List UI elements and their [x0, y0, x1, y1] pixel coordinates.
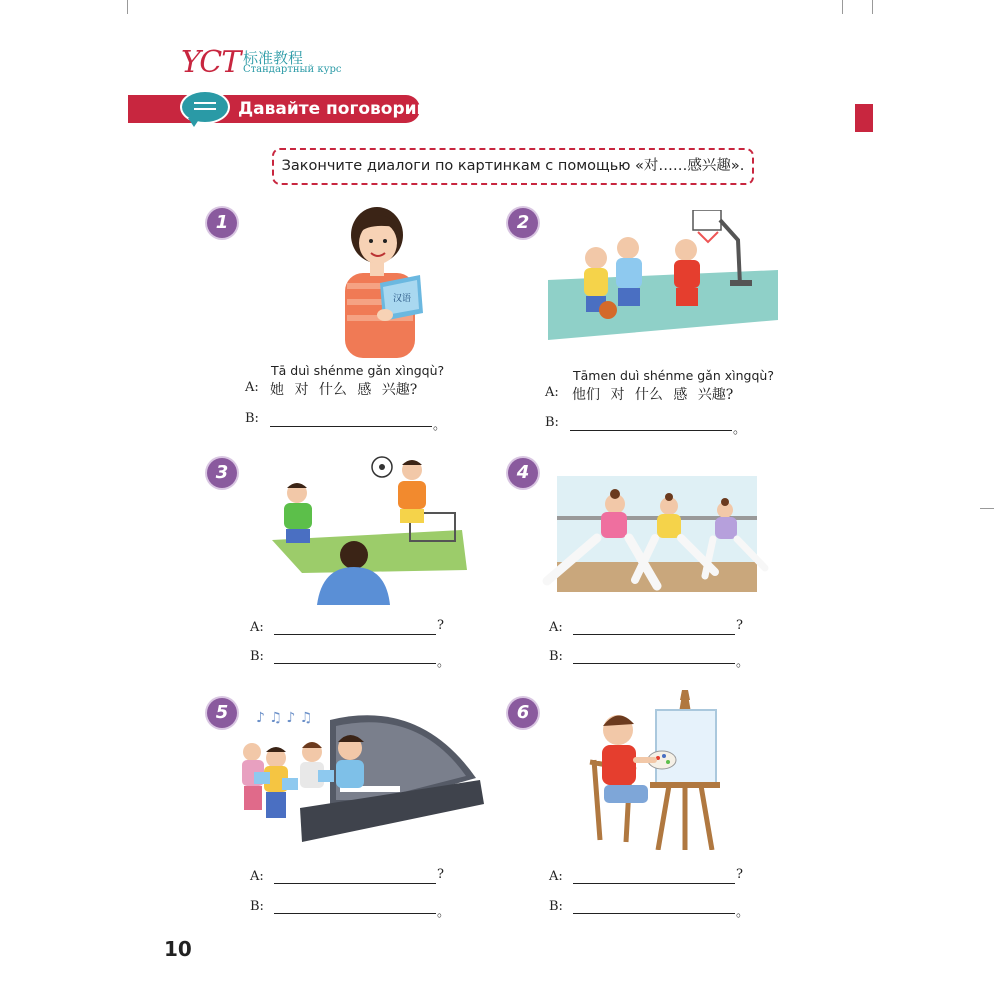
- question-hanzi: 他们 对 什么 感 兴趣?: [572, 387, 734, 403]
- question-hanzi: 她 对 什么 感 兴趣?: [270, 382, 418, 398]
- pinyin-line: Tāmen duì shénme gǎn xìngqù?: [573, 368, 774, 383]
- speaker-b-label: B:: [250, 649, 264, 664]
- boys-playing-football-illustration: [262, 455, 472, 605]
- girls-dancing-ballet-illustration: [537, 476, 777, 601]
- answer-blank[interactable]: [570, 430, 732, 431]
- woman-reading-book-illustration: [325, 203, 430, 358]
- question-end-punct: ?: [437, 618, 444, 633]
- question-end-punct: ?: [437, 867, 444, 882]
- instruction-box: Закончите диалоги по картинкам с помощью «对……感兴趣».: [272, 148, 754, 185]
- question-end-punct: ?: [736, 618, 743, 633]
- answer-blank[interactable]: [573, 663, 735, 664]
- crop-mark: [872, 0, 873, 14]
- pinyin-line: Tā duì shénme gǎn xìngqù?: [271, 363, 445, 378]
- answer-end-punct: 。: [437, 905, 451, 920]
- speaker-b-label: B:: [549, 649, 563, 664]
- answer-end-punct: 。: [437, 655, 451, 670]
- crop-mark: [127, 0, 128, 14]
- speaker-b-label: B:: [545, 415, 559, 430]
- crop-mark: [842, 0, 843, 14]
- logo-chinese-title: 标准教程: [243, 49, 304, 67]
- answer-end-punct: 。: [733, 422, 747, 437]
- page-number: 10: [164, 937, 192, 961]
- speech-bubble-icon: [180, 90, 230, 124]
- answer-blank[interactable]: [274, 913, 436, 914]
- question-blank[interactable]: [573, 634, 735, 635]
- boy-painting-at-easel-illustration: [580, 690, 720, 850]
- question-blank[interactable]: [573, 883, 735, 884]
- answer-end-punct: 。: [736, 905, 750, 920]
- answer-blank[interactable]: [274, 663, 436, 664]
- question-blank[interactable]: [274, 634, 436, 635]
- children-singing-by-piano-illustration: [240, 700, 485, 860]
- speaker-a-label: A:: [549, 869, 563, 884]
- answer-blank[interactable]: [270, 426, 432, 427]
- speaker-b-label: B:: [245, 411, 259, 426]
- svg-text:♪ ♫ ♪ ♫: ♪ ♫ ♪ ♫: [256, 710, 313, 726]
- logo-russian-subtitle: Стандартный курс: [243, 64, 342, 75]
- section-title: Давайте поговорим!: [238, 99, 439, 119]
- boys-playing-basketball-illustration: [548, 210, 778, 360]
- exercise-number-badge: 6: [508, 698, 538, 728]
- book-cover-text: 汉语: [393, 294, 412, 304]
- exercise-number-badge: 1: [207, 208, 237, 238]
- speaker-a-label: A:: [250, 869, 264, 884]
- side-tab-marker: [855, 104, 873, 132]
- speaker-a-label: A:: [250, 620, 264, 635]
- answer-blank[interactable]: [573, 913, 735, 914]
- question-end-punct: ?: [736, 867, 743, 882]
- exercise-number-badge: 3: [207, 458, 237, 488]
- speaker-a-label: A:: [549, 620, 563, 635]
- answer-end-punct: 。: [736, 655, 750, 670]
- answer-end-punct: 。: [433, 418, 447, 433]
- crop-mark: [980, 508, 994, 509]
- speaker-a-label: A:: [245, 380, 259, 395]
- exercise-number-badge: 5: [207, 698, 237, 728]
- speaker-b-label: B:: [250, 899, 264, 914]
- speaker-b-label: B:: [549, 899, 563, 914]
- exercise-number-badge: 2: [508, 208, 538, 238]
- speaker-a-label: A:: [545, 385, 559, 400]
- question-blank[interactable]: [274, 883, 436, 884]
- exercise-number-badge: 4: [508, 458, 538, 488]
- logo-mark: YCT: [181, 45, 241, 80]
